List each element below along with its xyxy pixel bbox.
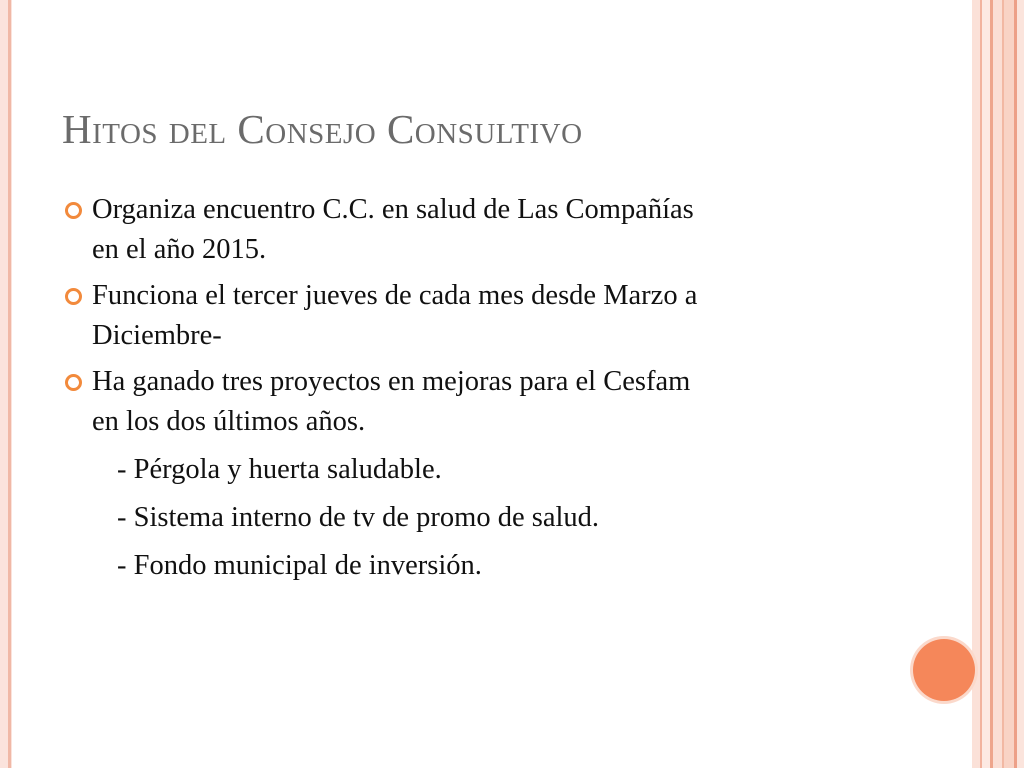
left-decorative-line <box>8 0 11 768</box>
bullet-text-line: en el año 2015. <box>92 234 267 265</box>
decor-bar <box>993 0 1002 768</box>
decor-bar <box>1004 0 1014 768</box>
circle-bullet-icon <box>65 202 82 219</box>
bullet-text-line: en los dos últimos años. <box>92 406 366 437</box>
sub-item: - Fondo municipal de inversión. <box>117 550 482 581</box>
bullet-text-line: Ha ganado tres proyectos en mejoras para el Cesfam <box>92 366 691 397</box>
bullet-item <box>62 276 942 356</box>
bullet-text-line: Diciembre- <box>92 320 222 351</box>
bullet-item <box>62 362 942 442</box>
decor-bar <box>972 0 980 768</box>
slide-title: Hitos del Consejo Consultivo <box>62 106 583 152</box>
circle-bullet-icon <box>65 374 82 391</box>
bullet-item <box>62 190 942 270</box>
sub-item: - Pérgola y huerta saludable. <box>117 454 442 485</box>
circle-bullet-icon <box>65 288 82 305</box>
decor-bar <box>982 0 990 768</box>
sub-item: - Sistema interno de tv de promo de salud. <box>117 502 600 533</box>
bullet-list <box>62 190 942 586</box>
decor-bar <box>1017 0 1024 768</box>
bullet-text-line: Organiza encuentro C.C. en salud de Las Compañías <box>92 194 694 225</box>
decorative-circle <box>913 639 975 701</box>
bullet-text-line: Funciona el tercer jueves de cada mes desde Marzo a <box>92 280 698 311</box>
right-decorative-bars <box>972 0 1024 768</box>
